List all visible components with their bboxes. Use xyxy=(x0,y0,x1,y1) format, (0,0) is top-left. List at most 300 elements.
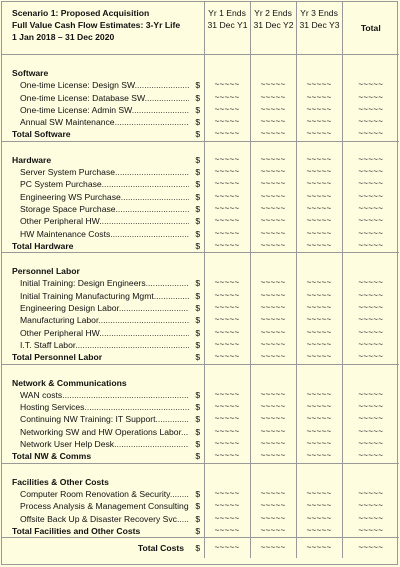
value-cell-y2: ~~~~~ xyxy=(250,92,296,104)
value-cell-y1: ~~~~~ xyxy=(204,240,250,253)
line-item-label xyxy=(2,191,192,203)
header-row xyxy=(2,2,399,55)
value-cell-y1: ~~~~~ xyxy=(204,228,250,240)
empty-cell xyxy=(296,364,342,377)
dot-leader xyxy=(177,514,189,524)
currency-sign: $ xyxy=(195,290,201,301)
value-cell-total: ~~~~~ xyxy=(342,191,399,203)
line-item-label xyxy=(2,215,192,227)
col-header-y2 xyxy=(250,2,296,55)
line-item-row xyxy=(2,413,399,425)
line-item-name: Offsite Back Up & Disaster Recovery Svc xyxy=(20,513,177,524)
currency-sign: $ xyxy=(195,352,201,363)
value-cell-y2: ~~~~~ xyxy=(250,351,296,364)
empty-cell xyxy=(342,265,399,277)
value-cell-y1: ~~~~~ xyxy=(204,525,250,538)
empty-cell xyxy=(204,463,250,476)
empty-cell xyxy=(2,141,192,154)
section-total-label: Total Software xyxy=(12,129,71,140)
line-item-text xyxy=(20,277,189,289)
empty-cell xyxy=(250,55,296,68)
value-cell-total: ~~~~~ xyxy=(342,351,399,364)
empty-cell xyxy=(250,364,296,377)
empty-cell xyxy=(250,476,296,488)
line-item-name: Other Peripheral HW xyxy=(20,327,100,338)
currency-sign: $ xyxy=(195,488,201,499)
dot-leader xyxy=(170,489,189,499)
empty-cell xyxy=(204,55,250,68)
empty-cell xyxy=(296,55,342,68)
value-cell-y2: ~~~~~ xyxy=(250,525,296,538)
scenario-title xyxy=(2,2,204,55)
value-cell-y1: ~~~~~ xyxy=(204,178,250,190)
line-item-text xyxy=(20,203,189,215)
line-item-row xyxy=(2,166,399,178)
empty-cell xyxy=(250,141,296,154)
line-item-label xyxy=(2,488,192,500)
line-item-text xyxy=(20,339,189,351)
value-cell-y1: ~~~~~ xyxy=(204,500,250,512)
value-cell-total: ~~~~~ xyxy=(342,116,399,128)
value-cell-total: ~~~~~ xyxy=(342,413,399,425)
value-cell-y3: ~~~~~ xyxy=(296,538,342,559)
line-item-name: Storage Space Purchase xyxy=(20,203,116,214)
line-item-row xyxy=(2,203,399,215)
dot-leader xyxy=(99,328,189,338)
currency-sign: $ xyxy=(195,339,201,350)
value-cell-y3: ~~~~~ xyxy=(296,154,342,166)
line-item-row xyxy=(2,438,399,450)
line-item-label xyxy=(2,500,192,512)
section-heading-row-hardware xyxy=(2,154,399,166)
currency-sign: $ xyxy=(195,92,201,103)
value-cell-y3: ~~~~~ xyxy=(296,513,342,525)
line-item-text xyxy=(20,413,189,425)
dot-leader xyxy=(102,179,189,189)
value-cell-y3: ~~~~~ xyxy=(296,215,342,227)
line-item-text xyxy=(20,401,189,413)
col-header-y3-line2: 31 Dec Y3 xyxy=(299,20,340,30)
empty-cell xyxy=(192,141,204,154)
line-item-text xyxy=(20,513,189,525)
col-header-y2-line1: Yr 2 Ends xyxy=(254,8,292,18)
value-cell-y2: ~~~~~ xyxy=(250,178,296,190)
col-header-y1 xyxy=(204,2,250,55)
dot-leader xyxy=(115,167,189,177)
value-cell-y2: ~~~~~ xyxy=(250,401,296,413)
line-item-row xyxy=(2,513,399,525)
line-item-row xyxy=(2,92,399,104)
line-item-row xyxy=(2,500,399,512)
empty-cell xyxy=(342,476,399,488)
line-item-label xyxy=(2,438,192,450)
value-cell-total: ~~~~~ xyxy=(342,92,399,104)
section-separator xyxy=(2,253,399,266)
currency-sign: $ xyxy=(195,327,201,338)
empty-cell xyxy=(342,55,399,68)
section-total-row-hardware xyxy=(2,240,399,253)
value-cell-total: ~~~~~ xyxy=(342,166,399,178)
empty-cell xyxy=(192,67,204,79)
value-cell-total: ~~~~~ xyxy=(342,314,399,326)
value-cell-y3: ~~~~~ xyxy=(296,413,342,425)
currency-sign: $ xyxy=(195,167,201,178)
line-item-text xyxy=(20,215,189,227)
value-cell-y3: ~~~~~ xyxy=(296,277,342,289)
line-item-label xyxy=(2,116,192,128)
line-item-label xyxy=(2,92,192,104)
section-heading-personnel: Personnel Labor xyxy=(12,266,80,277)
value-cell-y3: ~~~~~ xyxy=(296,314,342,326)
empty-cell xyxy=(250,377,296,389)
value-cell-total: ~~~~~ xyxy=(342,128,399,141)
line-item-text xyxy=(20,302,189,314)
value-cell-total: ~~~~~ xyxy=(342,450,399,463)
section-total-label: Total NW & Comms xyxy=(12,451,92,462)
value-cell-y2: ~~~~~ xyxy=(250,413,296,425)
empty-cell xyxy=(204,67,250,79)
line-item-text xyxy=(20,166,189,178)
line-item-row xyxy=(2,104,399,116)
section-heading-hardware: Hardware xyxy=(12,154,52,165)
line-item-name: Initial Training Manufacturing Mgmt xyxy=(20,290,154,301)
value-cell-y3: ~~~~~ xyxy=(296,116,342,128)
line-item-name: Initial Training: Design Engineers xyxy=(20,278,146,289)
value-cell-y3: ~~~~~ xyxy=(296,240,342,253)
value-cell-y1: ~~~~~ xyxy=(204,104,250,116)
currency-sign: $ xyxy=(195,104,201,115)
currency-sign: $ xyxy=(195,80,201,91)
value-cell-y1: ~~~~~ xyxy=(204,327,250,339)
line-item-text xyxy=(20,178,189,190)
dot-leader xyxy=(84,402,189,412)
value-cell-y3: ~~~~~ xyxy=(296,450,342,463)
value-cell-y3: ~~~~~ xyxy=(296,203,342,215)
value-cell-y1: ~~~~~ xyxy=(204,203,250,215)
currency-sign: $ xyxy=(195,278,201,289)
dot-leader xyxy=(181,427,189,437)
value-cell-total: ~~~~~ xyxy=(342,488,399,500)
line-item-row xyxy=(2,426,399,438)
col-header-y3 xyxy=(296,2,342,55)
line-item-name: I.T. Staff Labor xyxy=(20,339,76,350)
line-item-row xyxy=(2,79,399,91)
line-item-name: PC System Purchase xyxy=(20,179,102,190)
value-cell-y1: ~~~~~ xyxy=(204,215,250,227)
section-heading-row-personnel xyxy=(2,265,399,277)
line-item-name: WAN costs xyxy=(20,389,63,400)
dot-leader xyxy=(145,93,189,103)
dot-leader xyxy=(98,315,189,325)
value-cell-y3: ~~~~~ xyxy=(296,191,342,203)
col-header-y1-line2: 31 Dec Y1 xyxy=(207,20,248,30)
line-item-label xyxy=(2,166,192,178)
value-cell-y1: ~~~~~ xyxy=(204,154,250,166)
value-cell-y2: ~~~~~ xyxy=(250,116,296,128)
value-cell-total: ~~~~~ xyxy=(342,302,399,314)
line-item-name: Engineering Design Labor xyxy=(20,303,119,314)
value-cell-y2: ~~~~~ xyxy=(250,488,296,500)
value-cell-total: ~~~~~ xyxy=(342,327,399,339)
empty-cell xyxy=(342,364,399,377)
value-cell-y2: ~~~~~ xyxy=(250,513,296,525)
value-cell-y3: ~~~~~ xyxy=(296,438,342,450)
currency-sign: $ xyxy=(195,439,201,450)
line-item-row xyxy=(2,488,399,500)
line-item-label xyxy=(2,389,192,401)
line-item-row xyxy=(2,302,399,314)
value-cell-y1: ~~~~~ xyxy=(204,426,250,438)
line-item-row xyxy=(2,277,399,289)
section-separator xyxy=(2,141,399,154)
empty-cell xyxy=(2,55,192,68)
section-separator xyxy=(2,55,399,68)
line-item-name: Hosting Services xyxy=(20,402,85,413)
line-item-label xyxy=(2,327,192,339)
col-header-y1-line1: Yr 1 Ends xyxy=(208,8,246,18)
empty-cell xyxy=(296,67,342,79)
value-cell-y2: ~~~~~ xyxy=(250,240,296,253)
value-cell-y3: ~~~~~ xyxy=(296,128,342,141)
grand-total-row xyxy=(2,538,399,559)
currency-sign: $ xyxy=(195,451,201,462)
currency-sign: $ xyxy=(195,216,201,227)
line-item-text xyxy=(20,79,189,91)
col-header-y3-line1: Yr 3 Ends xyxy=(300,8,338,18)
cash-flow-sheet xyxy=(1,1,398,565)
value-cell-y1: ~~~~~ xyxy=(204,92,250,104)
empty-cell xyxy=(342,377,399,389)
value-cell-y3: ~~~~~ xyxy=(296,327,342,339)
currency-sign: $ xyxy=(195,501,201,512)
grand-total-label: Total Costs xyxy=(2,538,192,559)
value-cell-y3: ~~~~~ xyxy=(296,351,342,364)
col-header-y2-line2: 31 Dec Y2 xyxy=(253,20,294,30)
value-cell-total: ~~~~~ xyxy=(342,401,399,413)
line-item-text xyxy=(20,104,189,116)
line-item-label xyxy=(2,513,192,525)
line-item-name: Process Analysis & Management Consulting xyxy=(20,501,189,512)
currency-sign: $ xyxy=(195,203,201,214)
dot-leader xyxy=(110,229,189,239)
value-cell-y2: ~~~~~ xyxy=(250,339,296,351)
line-item-row xyxy=(2,389,399,401)
empty-cell xyxy=(250,67,296,79)
value-cell-y3: ~~~~~ xyxy=(296,302,342,314)
value-cell-y1: ~~~~~ xyxy=(204,389,250,401)
value-cell-y1: ~~~~~ xyxy=(204,538,250,559)
line-item-row xyxy=(2,290,399,302)
value-cell-total: ~~~~~ xyxy=(342,79,399,91)
value-cell-y2: ~~~~~ xyxy=(250,79,296,91)
value-cell-y1: ~~~~~ xyxy=(204,290,250,302)
dot-leader xyxy=(121,192,189,202)
dot-leader xyxy=(75,340,189,350)
value-cell-total: ~~~~~ xyxy=(342,538,399,559)
value-cell-y3: ~~~~~ xyxy=(296,426,342,438)
section-heading-row-facilities xyxy=(2,476,399,488)
line-item-name: Other Peripheral HW xyxy=(20,216,100,227)
currency-sign: $ xyxy=(195,513,201,524)
value-cell-y1: ~~~~~ xyxy=(204,438,250,450)
line-item-row xyxy=(2,116,399,128)
line-item-name: Continuing NW Training: IT Support xyxy=(20,414,156,425)
section-total-label: Total Personnel Labor xyxy=(12,352,103,363)
value-cell-y2: ~~~~~ xyxy=(250,277,296,289)
value-cell-y3: ~~~~~ xyxy=(296,525,342,538)
currency-sign: $ xyxy=(195,154,201,165)
section-separator xyxy=(2,364,399,377)
line-item-text xyxy=(20,389,189,401)
value-cell-y1: ~~~~~ xyxy=(204,413,250,425)
section-heading-facilities: Facilities & Other Costs xyxy=(12,476,109,487)
line-item-text xyxy=(20,438,189,450)
empty-cell xyxy=(192,265,204,277)
value-cell-total: ~~~~~ xyxy=(342,438,399,450)
empty-cell xyxy=(296,476,342,488)
dot-leader xyxy=(62,390,189,400)
value-cell-y3: ~~~~~ xyxy=(296,166,342,178)
value-cell-y3: ~~~~~ xyxy=(296,92,342,104)
currency-sign: $ xyxy=(195,315,201,326)
line-item-label xyxy=(2,401,192,413)
line-item-row xyxy=(2,339,399,351)
currency-sign: $ xyxy=(195,389,201,400)
value-cell-y2: ~~~~~ xyxy=(250,538,296,559)
empty-cell xyxy=(342,141,399,154)
value-cell-y2: ~~~~~ xyxy=(250,154,296,166)
line-item-label xyxy=(2,178,192,190)
currency-sign: $ xyxy=(195,426,201,437)
empty-cell xyxy=(192,55,204,68)
line-item-name: Networking SW and HW Operations Labor xyxy=(20,426,181,437)
section-heading-row-network xyxy=(2,377,399,389)
line-item-row xyxy=(2,178,399,190)
value-cell-total: ~~~~~ xyxy=(342,500,399,512)
empty-cell xyxy=(296,463,342,476)
line-item-row xyxy=(2,215,399,227)
empty-cell xyxy=(192,364,204,377)
value-cell-y2: ~~~~~ xyxy=(250,128,296,141)
line-item-label xyxy=(2,104,192,116)
line-item-name: Annual SW Maintenance xyxy=(20,117,115,128)
empty-cell xyxy=(250,253,296,266)
value-cell-y2: ~~~~~ xyxy=(250,228,296,240)
empty-cell xyxy=(2,364,192,377)
title-line-3: 1 Jan 2018 – 31 Dec 2020 xyxy=(12,32,115,42)
empty-cell xyxy=(296,253,342,266)
dot-leader xyxy=(114,439,189,449)
value-cell-y1: ~~~~~ xyxy=(204,166,250,178)
value-cell-y1: ~~~~~ xyxy=(204,513,250,525)
empty-cell xyxy=(250,463,296,476)
value-cell-total: ~~~~~ xyxy=(342,104,399,116)
section-total-row-personnel xyxy=(2,351,399,364)
line-item-name: HW Maintenance Costs xyxy=(20,228,111,239)
value-cell-y2: ~~~~~ xyxy=(250,450,296,463)
value-cell-y3: ~~~~~ xyxy=(296,339,342,351)
line-item-text xyxy=(20,314,189,326)
value-cell-y1: ~~~~~ xyxy=(204,488,250,500)
value-cell-y1: ~~~~~ xyxy=(204,351,250,364)
empty-cell xyxy=(250,265,296,277)
value-cell-y2: ~~~~~ xyxy=(250,203,296,215)
section-heading-network: Network & Communications xyxy=(12,377,127,388)
value-cell-y2: ~~~~~ xyxy=(250,327,296,339)
line-item-label xyxy=(2,290,192,302)
section-total-label: Total Facilities and Other Costs xyxy=(12,525,141,536)
value-cell-y1: ~~~~~ xyxy=(204,79,250,91)
value-cell-y2: ~~~~~ xyxy=(250,215,296,227)
line-item-row xyxy=(2,191,399,203)
line-item-name: Network User Help Desk xyxy=(20,439,115,450)
line-item-name: One-time License: Admin SW xyxy=(20,104,132,115)
value-cell-y2: ~~~~~ xyxy=(250,191,296,203)
value-cell-y2: ~~~~~ xyxy=(250,166,296,178)
value-cell-total: ~~~~~ xyxy=(342,154,399,166)
line-item-text xyxy=(20,426,189,438)
value-cell-y2: ~~~~~ xyxy=(250,500,296,512)
value-cell-y2: ~~~~~ xyxy=(250,104,296,116)
dot-leader xyxy=(132,105,189,115)
value-cell-y3: ~~~~~ xyxy=(296,290,342,302)
line-item-name: Computer Room Renovation & Security xyxy=(20,488,170,499)
section-total-row-facilities xyxy=(2,525,399,538)
value-cell-y1: ~~~~~ xyxy=(204,277,250,289)
cash-flow-table xyxy=(2,2,399,558)
empty-cell xyxy=(2,253,192,266)
line-item-label xyxy=(2,302,192,314)
value-cell-y3: ~~~~~ xyxy=(296,178,342,190)
value-cell-y1: ~~~~~ xyxy=(204,191,250,203)
value-cell-y1: ~~~~~ xyxy=(204,302,250,314)
empty-cell xyxy=(2,463,192,476)
dot-leader xyxy=(119,303,189,313)
dot-leader xyxy=(115,117,189,127)
section-total-row-network xyxy=(2,450,399,463)
line-item-text xyxy=(20,500,189,512)
title-line-1: Scenario 1: Proposed Acquisition xyxy=(12,8,150,18)
value-cell-y3: ~~~~~ xyxy=(296,488,342,500)
line-item-name: Engineering WS Purchase xyxy=(20,191,121,202)
currency-sign: $ xyxy=(195,191,201,202)
line-item-label xyxy=(2,426,192,438)
value-cell-y3: ~~~~~ xyxy=(296,389,342,401)
currency-sign: $ xyxy=(195,179,201,190)
value-cell-total: ~~~~~ xyxy=(342,203,399,215)
empty-cell xyxy=(192,377,204,389)
empty-cell xyxy=(204,141,250,154)
empty-cell xyxy=(204,253,250,266)
value-cell-y2: ~~~~~ xyxy=(250,290,296,302)
empty-cell xyxy=(192,253,204,266)
empty-cell xyxy=(296,377,342,389)
dot-leader xyxy=(146,278,189,288)
currency-sign: $ xyxy=(195,525,201,536)
value-cell-y1: ~~~~~ xyxy=(204,128,250,141)
line-item-label xyxy=(2,203,192,215)
value-cell-total: ~~~~~ xyxy=(342,525,399,538)
value-cell-total: ~~~~~ xyxy=(342,426,399,438)
line-item-row xyxy=(2,327,399,339)
section-total-row-software xyxy=(2,128,399,141)
line-item-text xyxy=(20,92,189,104)
value-cell-total: ~~~~~ xyxy=(342,240,399,253)
section-heading-row-software xyxy=(2,67,399,79)
line-item-text xyxy=(20,116,189,128)
value-cell-y1: ~~~~~ xyxy=(204,116,250,128)
line-item-text xyxy=(20,191,189,203)
